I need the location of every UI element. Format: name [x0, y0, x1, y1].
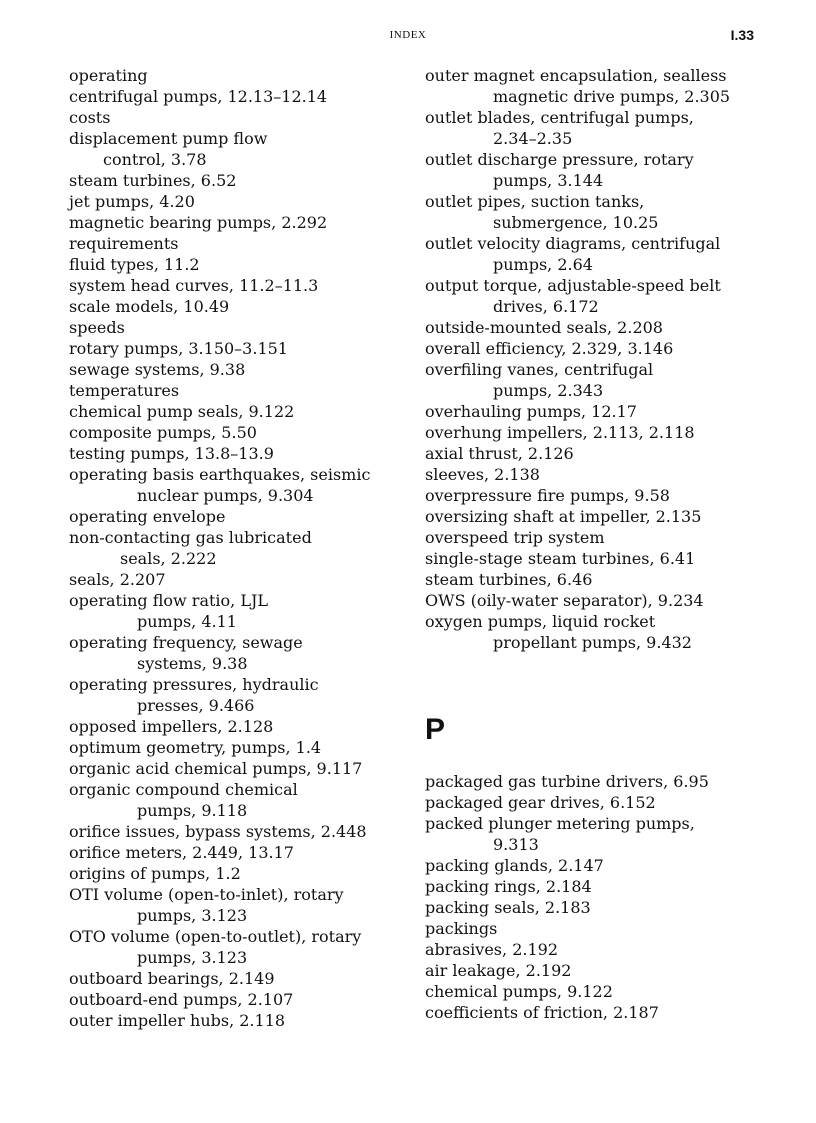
index-entry-text: OTO volume (open-to-outlet), rotary — [69, 927, 362, 946]
index-entry-text: origins of pumps, 1.2 — [69, 864, 241, 883]
index-entry-text: outlet discharge pressure, rotary — [425, 150, 694, 169]
index-entry — [425, 897, 775, 918]
index-entry-text: outlet pipes, suction tanks, — [425, 192, 645, 211]
index-column-right-p — [425, 771, 775, 1023]
index-entry-text: outside-mounted seals, 2.208 — [425, 318, 663, 337]
index-entry-text: packaged gear drives, 6.152 — [425, 793, 656, 812]
index-entry — [69, 968, 409, 989]
index-entry — [425, 960, 775, 981]
index-entry-continuation: systems, 9.38 — [137, 654, 248, 673]
index-entry-text: abrasives, 2.192 — [425, 940, 558, 959]
index-entry — [425, 611, 775, 653]
index-entry-text: outer magnet encapsulation, sealless — [425, 66, 727, 85]
index-entry — [425, 855, 775, 876]
index-entry-text: chemical pumps, 9.122 — [425, 982, 613, 1001]
index-entry — [69, 863, 409, 884]
index-entry — [69, 632, 409, 674]
index-entry — [425, 485, 775, 506]
index-entry — [69, 107, 409, 128]
index-entry — [425, 548, 775, 569]
index-entry-continuation: magnetic drive pumps, 2.305 — [493, 87, 731, 106]
index-entry-text: outboard bearings, 2.149 — [69, 969, 275, 988]
index-entry — [69, 506, 409, 527]
index-entry-text: coefficients of friction, 2.187 — [425, 1003, 659, 1022]
index-entry-text: temperatures — [69, 381, 180, 400]
index-entry-text: packaged gas turbine drivers, 6.95 — [425, 772, 709, 791]
index-entry-text: steam turbines, 6.52 — [69, 171, 237, 190]
index-entry-continuation: control, 3.78 — [103, 150, 207, 169]
index-entry — [425, 149, 775, 191]
index-entry-text: outboard-end pumps, 2.107 — [69, 990, 294, 1009]
index-column-right — [425, 65, 775, 653]
index-entry-text: air leakage, 2.192 — [425, 961, 572, 980]
index-entry-continuation: pumps, 3.123 — [137, 906, 248, 925]
index-entry-text: operating — [69, 66, 148, 85]
running-head: INDEX — [389, 29, 427, 41]
index-entry-text: outlet velocity diagrams, centrifugal — [425, 234, 721, 253]
index-entry-continuation: 2.34–2.35 — [493, 129, 573, 148]
index-entry-text: chemical pump seals, 9.122 — [69, 402, 295, 421]
index-entry — [69, 527, 409, 569]
index-entry-text: testing pumps, 13.8–13.9 — [69, 444, 274, 463]
index-entry — [425, 918, 775, 939]
index-entry — [69, 569, 409, 590]
index-entry — [425, 590, 775, 611]
index-entry — [69, 737, 409, 758]
index-entry-text: overall efficiency, 2.329, 3.146 — [425, 339, 674, 358]
index-entry — [425, 876, 775, 897]
index-entry-text: speeds — [69, 318, 125, 337]
index-entry — [69, 254, 409, 275]
index-entry — [425, 359, 775, 401]
index-entry-text: operating pressures, hydraulic — [69, 675, 319, 694]
index-entry-text: overpressure fire pumps, 9.58 — [425, 486, 670, 505]
index-entry-text: operating flow ratio, LJL — [69, 591, 268, 610]
index-entry — [69, 422, 409, 443]
index-entry-continuation: seals, 2.222 — [120, 549, 217, 568]
index-entry — [69, 338, 409, 359]
index-entry — [69, 86, 409, 107]
index-entry-text: outer impeller hubs, 2.118 — [69, 1011, 286, 1030]
index-entry-text: organic acid chemical pumps, 9.117 — [69, 759, 363, 778]
index-entry — [425, 107, 775, 149]
index-entry-text: system head curves, 11.2–11.3 — [69, 276, 319, 295]
index-entry — [69, 170, 409, 191]
index-entry — [69, 296, 409, 317]
index-entry-continuation: pumps, 3.123 — [137, 948, 248, 967]
index-entry-text: overhauling pumps, 12.17 — [425, 402, 637, 421]
index-entry-continuation: propellant pumps, 9.432 — [493, 633, 692, 652]
index-entry-text: operating envelope — [69, 507, 226, 526]
index-list-right-o — [425, 65, 775, 653]
index-entry — [69, 674, 409, 716]
page-number: I.33 — [730, 27, 754, 43]
index-entry-text: packing seals, 2.183 — [425, 898, 591, 917]
index-entry — [425, 317, 775, 338]
index-entry — [425, 1002, 775, 1023]
index-entry-continuation: presses, 9.466 — [137, 696, 255, 715]
index-entry — [69, 275, 409, 296]
index-entry-text: OTI volume (open-to-inlet), rotary — [69, 885, 344, 904]
index-entry-text: packed plunger metering pumps, — [425, 814, 695, 833]
index-entry-text: seals, 2.207 — [69, 570, 166, 589]
index-entry — [425, 939, 775, 960]
index-entry — [425, 338, 775, 359]
index-entry-continuation: pumps, 3.144 — [493, 171, 604, 190]
index-entry — [69, 884, 409, 926]
index-entry-text: overhung impellers, 2.113, 2.118 — [425, 423, 695, 442]
index-entry-text: packings — [425, 919, 498, 938]
index-entry-text: operating basis earthquakes, seismic — [69, 465, 371, 484]
index-list-left — [69, 65, 409, 1031]
index-entry-continuation: submergence, 10.25 — [493, 213, 659, 232]
index-entry — [425, 65, 775, 107]
index-entry — [425, 401, 775, 422]
index-entry — [69, 926, 409, 968]
index-entry — [425, 191, 775, 233]
index-entry — [425, 506, 775, 527]
index-entry — [69, 191, 409, 212]
index-entry-text: optimum geometry, pumps, 1.4 — [69, 738, 322, 757]
index-entry-text: packing glands, 2.147 — [425, 856, 604, 875]
index-entry — [69, 128, 409, 170]
index-entry — [425, 792, 775, 813]
index-entry-text: orifice meters, 2.449, 13.17 — [69, 843, 294, 862]
index-entry-text: oversizing shaft at impeller, 2.135 — [425, 507, 702, 526]
index-entry — [69, 443, 409, 464]
index-entry — [69, 359, 409, 380]
index-list-right-p — [425, 771, 775, 1023]
index-entry — [425, 443, 775, 464]
index-entry — [69, 401, 409, 422]
index-entry — [425, 233, 775, 275]
index-entry — [69, 380, 409, 401]
index-entry-text: requirements — [69, 234, 179, 253]
index-entry — [425, 569, 775, 590]
index-entry — [425, 771, 775, 792]
index-entry-continuation: 9.313 — [493, 835, 539, 854]
index-entry — [425, 275, 775, 317]
index-entry — [425, 527, 775, 548]
index-entry — [69, 590, 409, 632]
index-entry-text: steam turbines, 6.46 — [425, 570, 593, 589]
index-entry-text: rotary pumps, 3.150–3.151 — [69, 339, 288, 358]
index-entry — [69, 758, 409, 779]
section-heading-p: P — [425, 713, 446, 746]
index-entry-text: scale models, 10.49 — [69, 297, 230, 316]
index-entry-text: organic compound chemical — [69, 780, 298, 799]
index-entry-text: displacement pump flow — [69, 129, 268, 148]
index-entry-continuation: drives, 6.172 — [493, 297, 599, 316]
index-entry-text: operating frequency, sewage — [69, 633, 303, 652]
index-entry-continuation: pumps, 4.11 — [137, 612, 237, 631]
index-entry-text: OWS (oily-water separator), 9.234 — [425, 591, 704, 610]
index-entry-text: fluid types, 11.2 — [69, 255, 200, 274]
index-entry-text: output torque, adjustable-speed belt — [425, 276, 721, 295]
index-entry-continuation: pumps, 9.118 — [137, 801, 248, 820]
index-column-left — [69, 65, 409, 1031]
index-entry-continuation: pumps, 2.64 — [493, 255, 593, 274]
index-entry — [69, 464, 409, 506]
index-entry — [69, 1010, 409, 1031]
index-entry-text: outlet blades, centrifugal pumps, — [425, 108, 694, 127]
index-entry — [425, 981, 775, 1002]
index-entry — [69, 65, 409, 86]
index-entry-text: sleeves, 2.138 — [425, 465, 540, 484]
index-entry-continuation: nuclear pumps, 9.304 — [137, 486, 314, 505]
index-entry — [69, 842, 409, 863]
index-entry — [425, 464, 775, 485]
index-entry-text: overspeed trip system — [425, 528, 605, 547]
index-entry-continuation: pumps, 2.343 — [493, 381, 604, 400]
index-entry — [69, 233, 409, 254]
index-entry — [69, 212, 409, 233]
index-entry — [69, 989, 409, 1010]
index-entry — [69, 821, 409, 842]
index-entry-text: packing rings, 2.184 — [425, 877, 592, 896]
index-entry — [69, 317, 409, 338]
index-entry-text: costs — [69, 108, 111, 127]
index-entry-text: axial thrust, 2.126 — [425, 444, 574, 463]
index-entry — [425, 813, 775, 855]
index-entry-text: overfiling vanes, centrifugal — [425, 360, 654, 379]
index-entry-text: single-stage steam turbines, 6.41 — [425, 549, 696, 568]
index-entry — [425, 422, 775, 443]
index-entry-text: opposed impellers, 2.128 — [69, 717, 274, 736]
index-entry-text: composite pumps, 5.50 — [69, 423, 257, 442]
index-entry-text: non-contacting gas lubricated — [69, 528, 312, 547]
index-entry-text: jet pumps, 4.20 — [69, 192, 195, 211]
index-entry-text: magnetic bearing pumps, 2.292 — [69, 213, 328, 232]
index-entry-text: orifice issues, bypass systems, 2.448 — [69, 822, 367, 841]
index-entry-text: sewage systems, 9.38 — [69, 360, 246, 379]
index-entry — [69, 716, 409, 737]
index-entry — [69, 779, 409, 821]
index-entry-text: oxygen pumps, liquid rocket — [425, 612, 656, 631]
index-entry-text: centrifugal pumps, 12.13–12.14 — [69, 87, 328, 106]
